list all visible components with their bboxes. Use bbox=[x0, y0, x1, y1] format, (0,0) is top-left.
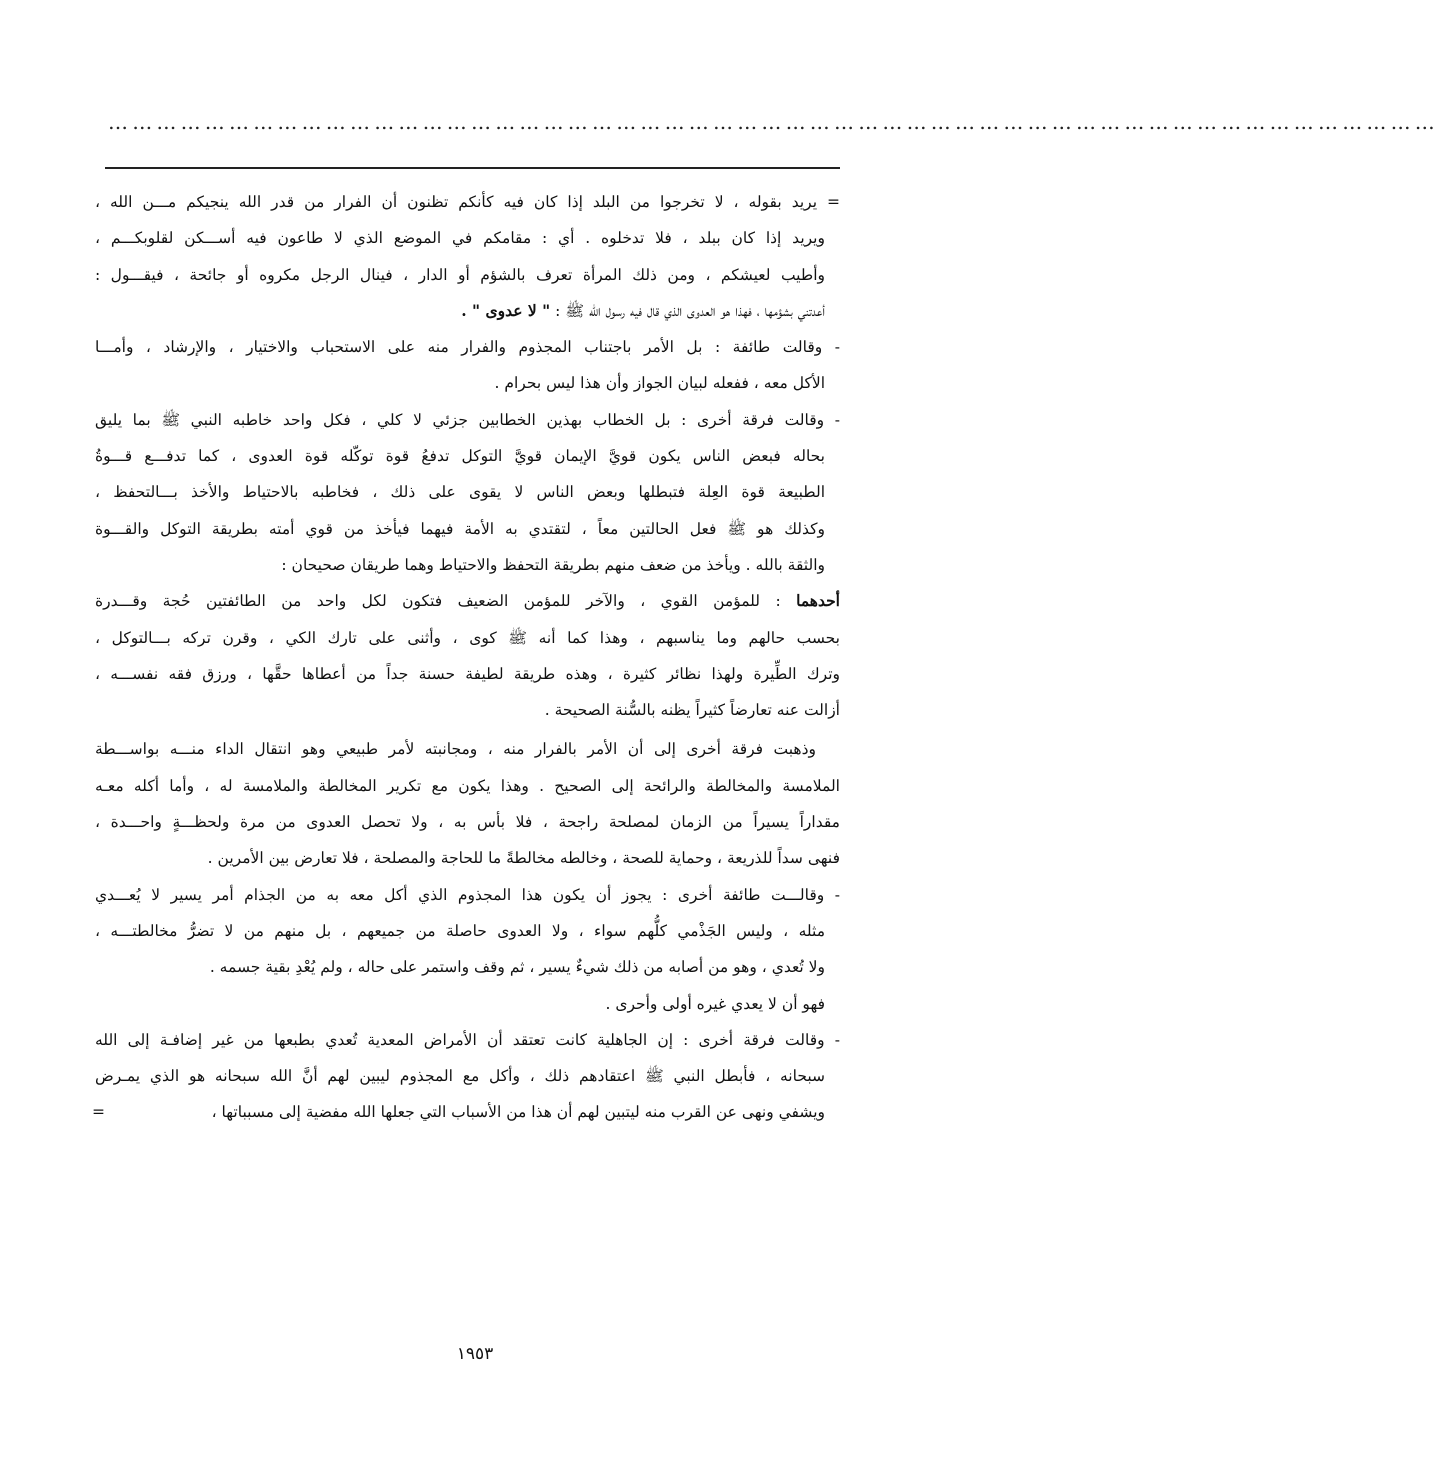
header-dotted-line: ………………………………………………………………………………………………………………………………………………… bbox=[108, 110, 1439, 134]
text-line: - وقالـــت طائفة أخرى : يجوز أن يكون هذا المجذوم الذي أكل معه به من الجذام أمر يسير لا يُعـــدي bbox=[95, 885, 840, 904]
text-line: = يريد بقوله ، لا تخرجوا من البلد إذا كان فيه كأنكم تظنون أن الفرار من قدر الله ينجيكم مـــن الله ، bbox=[95, 193, 840, 211]
text-line: أزالت عنه تعارضاً كثيراً يظنه بالسُّنة الصحيحة . bbox=[544, 701, 840, 720]
ahaduhuma-heading: أحدهما bbox=[796, 591, 840, 611]
text-line: أعدتني بشؤمها ، فهذا هو العدوى الذي قال فيه رسول الله ﷺ : " لا عدوى " . bbox=[461, 300, 825, 320]
text-line: وكذلك هو ﷺ فعل الحالتين معاً ، لتقتدي به الأمة فيهما فيأخذ من قوي أمته بطريقة التوكل والقـــوة bbox=[95, 519, 825, 538]
text-line: فنهى سداً للذريعة ، وحماية للصحة ، وخالطه مخالطةً ما للحاجة والمصلحة ، فلا تعارض بين الأمرين . bbox=[207, 849, 840, 868]
text-line: مقداراً يسيراً من الزمان لمصلحة راجحة ، فلا بأس به ، ولا تحصل العدوى من مرة ولحظـــةٍ واحـــدة ، bbox=[95, 813, 840, 832]
text-line: وأطيب لعيشكم ، ومن ذلك المرأة تعرف بالشؤم أو الدار ، فينال الرجل مكروه أو جائحة ، فيقـــول : bbox=[95, 265, 825, 284]
text-line: فهو أن لا يعدي غيره أولى وأحرى . bbox=[605, 994, 825, 1013]
text-line: - وقالت طائفة : بل الأمر باجتناب المجذوم والفرار منه على الاستحباب والاختيار ، والإرشاد ، وأمـــا bbox=[95, 338, 840, 357]
hadith-quote: " لا عدوى " . bbox=[461, 300, 551, 320]
text-line: ويريد إذا كان ببلد ، فلا تدخلوه . أي : مقامكم في الموضع الذي لا طاعون فيه أســـكن لقلوبكـــم ، bbox=[95, 229, 825, 248]
footnote-separator-rule bbox=[105, 167, 840, 169]
text-line: أحدهما : للمؤمن القوي ، والآخر للمؤمن الضعيف فتكون لكل واحد من الطائفتين حُجة وقـــدرة bbox=[95, 591, 840, 611]
text-line: بحسب حالهم وما يناسبهم ، وهذا كما أنه ﷺ كوى ، وأثنى على تارك الكي ، وقرن تركه بـــالتوكل ، bbox=[95, 628, 840, 647]
footnote-text bbox=[92, 184, 840, 1131]
text-line: ولا تُعدي ، وهو من أصابه من ذلك شيءٌ يسير ، ثم وقف واستمر على حاله ، ولم يُعْدِ بقية جسمه . bbox=[209, 958, 825, 977]
page-number: ١٩٥٣ bbox=[456, 1344, 494, 1364]
text-line: الملامسة والمخالطة والرائحة إلى الصحيح . وهذا يكون مع تكرير المخالطة والملامسة له ، وأما أكله معـه bbox=[95, 776, 840, 795]
text-line: سبحانه ، فأبطل النبي ﷺ اعتقادهم ذلك ، وأكل مع المجذوم ليبين لهم أنَّ الله سبحانه هو الذي يمـرض bbox=[95, 1067, 825, 1086]
text-line: الأكل معه ، ففعله لبيان الجواز وأن هذا ليس بحرام . bbox=[494, 374, 825, 393]
text-line: ويشفي ونهى عن القرب منه ليتبين لهم أن هذا من الأسباب التي جعلها الله مفضية إلى مسبباتها ، = bbox=[95, 1094, 840, 1130]
text-line: بحاله فبعض الناس يكون قويَّ الإيمان قويَّ التوكل تدفعُ قوة توكّله قوة العدوى ، كما تدفـــع قـــوةُ bbox=[95, 447, 825, 466]
text-line: والثقة بالله . ويأخذ من ضعف منهم بطريقة التحفظ والاحتياط وهما طريقان صحيحان : bbox=[281, 555, 825, 574]
text-line: وذهبت فرقة أخرى إلى أن الأمر بالفرار منه ، ومجانبته لأمر طبيعي وهو انتقال الداء منـــه بواســـطة bbox=[95, 740, 816, 759]
text-line: - وقالت فرقة أخرى : إن الجاهلية كانت تعتقد أن الأمراض المعدية تُعدي بطبعها من غير إضافـة إلى الله bbox=[95, 1030, 840, 1049]
text-line: وترك الطِّيرة ولهذا نظائر كثيرة ، وهذه طريقة لطيفة حسنة جداً من أعطاها حقَّها ، ورزق فقه نفســـه ، bbox=[95, 664, 840, 683]
text-line: - وقالت فرقة أخرى : بل الخطاب بهذين الخطابين جزئي لا كلي ، فكل واحد خاطبه النبي ﷺ بما يليق bbox=[95, 410, 840, 429]
text-line: الطبيعة قوة العِلة فتبطلها وبعض الناس لا يقوى على ذلك ، فخاطبه بالاحتياط والأخذ بـــالتحفظ ، bbox=[95, 483, 825, 502]
continued-mark: = bbox=[92, 1103, 105, 1122]
text-line: مثله ، وليس الجَذْمي كلُّهم سواء ، ولا العدوى حاصلة من جميعهم ، بل منهم من لا تضرُّ مخالطتـــه ، bbox=[95, 921, 825, 940]
